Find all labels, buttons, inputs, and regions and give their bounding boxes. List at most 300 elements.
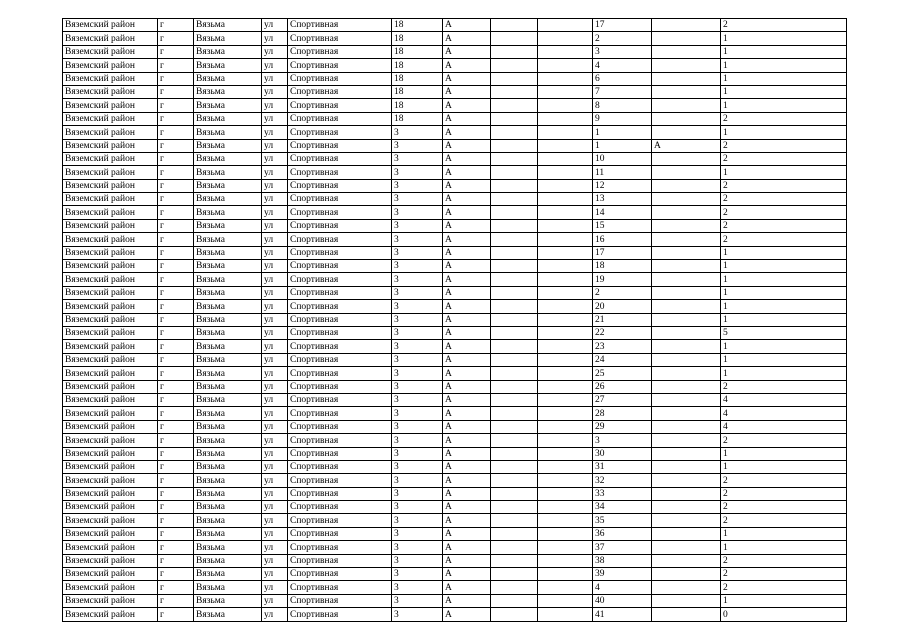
cell-street: Спортивная xyxy=(288,219,392,232)
cell-apartment-letter xyxy=(652,447,721,460)
table-row xyxy=(63,608,847,621)
cell-structure xyxy=(538,260,593,273)
cell-house: 18 xyxy=(392,19,443,32)
table-row xyxy=(63,568,847,581)
cell-apartment-letter xyxy=(652,487,721,500)
cell-count: 2 xyxy=(721,179,847,192)
cell-street-type: ул xyxy=(262,541,288,554)
cell-district: Вяземский район xyxy=(63,514,158,527)
cell-structure xyxy=(538,447,593,460)
cell-count: 2 xyxy=(721,581,847,594)
cell-locality-type: г xyxy=(158,487,194,500)
table-row xyxy=(63,501,847,514)
cell-street: Спортивная xyxy=(288,501,392,514)
cell-street: Спортивная xyxy=(288,340,392,353)
cell-apartment: 37 xyxy=(593,541,652,554)
table-row xyxy=(63,447,847,460)
cell-house: 3 xyxy=(392,126,443,139)
cell-locality-type: г xyxy=(158,126,194,139)
cell-building xyxy=(491,313,538,326)
cell-structure xyxy=(538,45,593,58)
cell-house-letter: А xyxy=(443,407,491,420)
cell-locality-type: г xyxy=(158,99,194,112)
cell-house: 18 xyxy=(392,112,443,125)
cell-district: Вяземский район xyxy=(63,474,158,487)
cell-district: Вяземский район xyxy=(63,460,158,473)
cell-street-type: ул xyxy=(262,19,288,32)
cell-house-letter: А xyxy=(443,286,491,299)
cell-structure xyxy=(538,527,593,540)
cell-apartment-letter xyxy=(652,166,721,179)
cell-locality: Вязьма xyxy=(194,527,262,540)
cell-structure xyxy=(538,126,593,139)
cell-street-type: ул xyxy=(262,380,288,393)
cell-street-type: ул xyxy=(262,474,288,487)
cell-district: Вяземский район xyxy=(63,313,158,326)
cell-house: 3 xyxy=(392,353,443,366)
cell-house-letter: А xyxy=(443,59,491,72)
cell-building xyxy=(491,527,538,540)
cell-locality-type: г xyxy=(158,420,194,433)
cell-structure xyxy=(538,99,593,112)
cell-district: Вяземский район xyxy=(63,527,158,540)
cell-house: 3 xyxy=(392,206,443,219)
cell-street: Спортивная xyxy=(288,179,392,192)
cell-building xyxy=(491,85,538,98)
cell-apartment-letter xyxy=(652,219,721,232)
cell-street-type: ул xyxy=(262,340,288,353)
cell-count: 1 xyxy=(721,166,847,179)
cell-house-letter: А xyxy=(443,126,491,139)
table-row xyxy=(63,313,847,326)
cell-house: 3 xyxy=(392,460,443,473)
cell-locality-type: г xyxy=(158,474,194,487)
cell-building xyxy=(491,367,538,380)
cell-street: Спортивная xyxy=(288,313,392,326)
cell-house: 18 xyxy=(392,72,443,85)
cell-house-letter: А xyxy=(443,367,491,380)
cell-apartment-letter xyxy=(652,460,721,473)
cell-locality-type: г xyxy=(158,286,194,299)
cell-apartment-letter xyxy=(652,233,721,246)
cell-apartment-letter xyxy=(652,514,721,527)
cell-building xyxy=(491,273,538,286)
cell-locality: Вязьма xyxy=(194,393,262,406)
cell-building xyxy=(491,300,538,313)
cell-house: 3 xyxy=(392,286,443,299)
cell-house-letter: А xyxy=(443,273,491,286)
cell-count: 2 xyxy=(721,233,847,246)
cell-locality-type: г xyxy=(158,85,194,98)
cell-street: Спортивная xyxy=(288,85,392,98)
cell-house: 3 xyxy=(392,434,443,447)
cell-count: 1 xyxy=(721,313,847,326)
cell-structure xyxy=(538,32,593,45)
cell-district: Вяземский район xyxy=(63,166,158,179)
cell-district: Вяземский район xyxy=(63,59,158,72)
cell-house: 3 xyxy=(392,487,443,500)
cell-apartment-letter xyxy=(652,474,721,487)
cell-building xyxy=(491,126,538,139)
cell-locality-type: г xyxy=(158,353,194,366)
cell-count: 2 xyxy=(721,152,847,165)
cell-house: 3 xyxy=(392,608,443,621)
cell-apartment-letter xyxy=(652,32,721,45)
cell-locality: Вязьма xyxy=(194,447,262,460)
cell-district: Вяземский район xyxy=(63,340,158,353)
cell-locality: Вязьма xyxy=(194,367,262,380)
cell-apartment-letter xyxy=(652,72,721,85)
cell-count: 2 xyxy=(721,514,847,527)
cell-structure xyxy=(538,608,593,621)
cell-locality-type: г xyxy=(158,514,194,527)
cell-street: Спортивная xyxy=(288,581,392,594)
cell-house-letter: А xyxy=(443,139,491,152)
cell-count: 1 xyxy=(721,594,847,607)
cell-locality-type: г xyxy=(158,581,194,594)
cell-locality-type: г xyxy=(158,326,194,339)
cell-locality-type: г xyxy=(158,447,194,460)
cell-apartment: 9 xyxy=(593,112,652,125)
table-row xyxy=(63,286,847,299)
cell-locality-type: г xyxy=(158,219,194,232)
cell-apartment: 1 xyxy=(593,139,652,152)
cell-building xyxy=(491,72,538,85)
table-row xyxy=(63,434,847,447)
cell-apartment: 25 xyxy=(593,367,652,380)
cell-apartment-letter xyxy=(652,126,721,139)
cell-locality-type: г xyxy=(158,152,194,165)
cell-building xyxy=(491,152,538,165)
cell-count: 1 xyxy=(721,460,847,473)
cell-apartment-letter xyxy=(652,326,721,339)
cell-apartment-letter xyxy=(652,380,721,393)
cell-street-type: ул xyxy=(262,72,288,85)
cell-apartment-letter xyxy=(652,99,721,112)
cell-count: 2 xyxy=(721,568,847,581)
cell-structure xyxy=(538,206,593,219)
table-row xyxy=(63,393,847,406)
cell-house-letter: А xyxy=(443,99,491,112)
cell-count: 1 xyxy=(721,99,847,112)
cell-count: 2 xyxy=(721,434,847,447)
cell-district: Вяземский район xyxy=(63,393,158,406)
cell-house: 18 xyxy=(392,59,443,72)
cell-structure xyxy=(538,286,593,299)
cell-house: 18 xyxy=(392,85,443,98)
cell-count: 0 xyxy=(721,608,847,621)
table-row xyxy=(63,420,847,433)
table-row xyxy=(63,19,847,32)
cell-street: Спортивная xyxy=(288,447,392,460)
cell-locality: Вязьма xyxy=(194,32,262,45)
cell-locality: Вязьма xyxy=(194,434,262,447)
cell-street-type: ул xyxy=(262,126,288,139)
cell-apartment: 3 xyxy=(593,45,652,58)
cell-apartment-letter xyxy=(652,206,721,219)
cell-apartment-letter xyxy=(652,193,721,206)
cell-house-letter: А xyxy=(443,447,491,460)
cell-house-letter: А xyxy=(443,353,491,366)
cell-apartment-letter xyxy=(652,393,721,406)
table-row xyxy=(63,112,847,125)
table-row xyxy=(63,474,847,487)
cell-building xyxy=(491,420,538,433)
cell-apartment: 41 xyxy=(593,608,652,621)
cell-count: 2 xyxy=(721,139,847,152)
table-row xyxy=(63,32,847,45)
cell-building xyxy=(491,594,538,607)
cell-structure xyxy=(538,300,593,313)
cell-apartment: 4 xyxy=(593,581,652,594)
cell-locality-type: г xyxy=(158,554,194,567)
cell-apartment: 14 xyxy=(593,206,652,219)
cell-street: Спортивная xyxy=(288,206,392,219)
cell-apartment-letter xyxy=(652,554,721,567)
cell-district: Вяземский район xyxy=(63,608,158,621)
cell-structure xyxy=(538,139,593,152)
cell-apartment: 17 xyxy=(593,246,652,259)
table-row xyxy=(63,326,847,339)
cell-building xyxy=(491,166,538,179)
cell-apartment: 1 xyxy=(593,126,652,139)
cell-count: 1 xyxy=(721,300,847,313)
table-row xyxy=(63,460,847,473)
cell-count: 2 xyxy=(721,193,847,206)
table-row xyxy=(63,219,847,232)
cell-street: Спортивная xyxy=(288,166,392,179)
cell-house: 3 xyxy=(392,447,443,460)
cell-apartment: 17 xyxy=(593,19,652,32)
cell-street: Спортивная xyxy=(288,126,392,139)
cell-locality: Вязьма xyxy=(194,85,262,98)
cell-building xyxy=(491,139,538,152)
cell-district: Вяземский район xyxy=(63,487,158,500)
cell-locality-type: г xyxy=(158,246,194,259)
cell-house-letter: А xyxy=(443,19,491,32)
cell-house: 3 xyxy=(392,152,443,165)
table-row xyxy=(63,273,847,286)
cell-locality: Вязьма xyxy=(194,152,262,165)
cell-house-letter: А xyxy=(443,32,491,45)
cell-street-type: ул xyxy=(262,112,288,125)
cell-district: Вяземский район xyxy=(63,99,158,112)
cell-structure xyxy=(538,313,593,326)
cell-street: Спортивная xyxy=(288,99,392,112)
cell-street-type: ул xyxy=(262,166,288,179)
cell-locality-type: г xyxy=(158,59,194,72)
cell-house: 3 xyxy=(392,193,443,206)
cell-locality: Вязьма xyxy=(194,554,262,567)
cell-district: Вяземский район xyxy=(63,568,158,581)
cell-street: Спортивная xyxy=(288,152,392,165)
cell-house: 18 xyxy=(392,99,443,112)
cell-locality: Вязьма xyxy=(194,193,262,206)
cell-apartment: 15 xyxy=(593,219,652,232)
cell-apartment: 29 xyxy=(593,420,652,433)
cell-count: 1 xyxy=(721,527,847,540)
cell-apartment: 2 xyxy=(593,286,652,299)
cell-apartment: 23 xyxy=(593,340,652,353)
cell-apartment: 35 xyxy=(593,514,652,527)
cell-locality-type: г xyxy=(158,19,194,32)
cell-street: Спортивная xyxy=(288,286,392,299)
cell-house: 3 xyxy=(392,300,443,313)
cell-house: 3 xyxy=(392,581,443,594)
cell-district: Вяземский район xyxy=(63,447,158,460)
cell-locality-type: г xyxy=(158,367,194,380)
cell-count: 1 xyxy=(721,367,847,380)
cell-street: Спортивная xyxy=(288,45,392,58)
cell-apartment: 8 xyxy=(593,99,652,112)
cell-street: Спортивная xyxy=(288,514,392,527)
cell-locality: Вязьма xyxy=(194,260,262,273)
cell-house-letter: А xyxy=(443,179,491,192)
cell-district: Вяземский район xyxy=(63,367,158,380)
cell-count: 1 xyxy=(721,273,847,286)
cell-street-type: ул xyxy=(262,420,288,433)
cell-street-type: ул xyxy=(262,407,288,420)
cell-structure xyxy=(538,179,593,192)
cell-locality-type: г xyxy=(158,233,194,246)
cell-street: Спортивная xyxy=(288,380,392,393)
cell-structure xyxy=(538,367,593,380)
cell-structure xyxy=(538,72,593,85)
cell-district: Вяземский район xyxy=(63,326,158,339)
cell-building xyxy=(491,434,538,447)
table-row xyxy=(63,594,847,607)
cell-street: Спортивная xyxy=(288,19,392,32)
cell-building xyxy=(491,45,538,58)
cell-apartment-letter xyxy=(652,407,721,420)
cell-locality-type: г xyxy=(158,460,194,473)
cell-locality-type: г xyxy=(158,541,194,554)
cell-house: 3 xyxy=(392,313,443,326)
cell-locality: Вязьма xyxy=(194,206,262,219)
cell-street-type: ул xyxy=(262,447,288,460)
cell-house-letter: А xyxy=(443,340,491,353)
table-row xyxy=(63,126,847,139)
table-row xyxy=(63,554,847,567)
cell-apartment-letter xyxy=(652,45,721,58)
cell-locality: Вязьма xyxy=(194,99,262,112)
cell-locality-type: г xyxy=(158,179,194,192)
cell-street: Спортивная xyxy=(288,233,392,246)
cell-house-letter: А xyxy=(443,72,491,85)
cell-building xyxy=(491,514,538,527)
cell-house-letter: А xyxy=(443,246,491,259)
cell-locality-type: г xyxy=(158,112,194,125)
cell-district: Вяземский район xyxy=(63,420,158,433)
table-row xyxy=(63,380,847,393)
cell-apartment: 40 xyxy=(593,594,652,607)
cell-house: 18 xyxy=(392,32,443,45)
cell-structure xyxy=(538,501,593,514)
cell-building xyxy=(491,340,538,353)
cell-building xyxy=(491,246,538,259)
cell-locality-type: г xyxy=(158,72,194,85)
cell-count: 4 xyxy=(721,393,847,406)
cell-district: Вяземский район xyxy=(63,126,158,139)
cell-apartment-letter xyxy=(652,568,721,581)
cell-locality: Вязьма xyxy=(194,353,262,366)
cell-building xyxy=(491,447,538,460)
cell-house-letter: А xyxy=(443,501,491,514)
cell-building xyxy=(491,59,538,72)
table-row xyxy=(63,59,847,72)
cell-locality-type: г xyxy=(158,273,194,286)
cell-district: Вяземский район xyxy=(63,45,158,58)
cell-district: Вяземский район xyxy=(63,206,158,219)
cell-house-letter: А xyxy=(443,206,491,219)
cell-apartment-letter xyxy=(652,112,721,125)
cell-locality-type: г xyxy=(158,340,194,353)
cell-locality: Вязьма xyxy=(194,139,262,152)
cell-street-type: ул xyxy=(262,45,288,58)
cell-district: Вяземский район xyxy=(63,594,158,607)
table-row xyxy=(63,99,847,112)
cell-locality: Вязьма xyxy=(194,380,262,393)
table-row xyxy=(63,152,847,165)
cell-count: 2 xyxy=(721,474,847,487)
cell-count: 2 xyxy=(721,380,847,393)
cell-apartment-letter xyxy=(652,340,721,353)
cell-apartment: 19 xyxy=(593,273,652,286)
cell-street: Спортивная xyxy=(288,487,392,500)
cell-building xyxy=(491,233,538,246)
cell-house-letter: А xyxy=(443,393,491,406)
cell-street: Спортивная xyxy=(288,193,392,206)
cell-district: Вяземский район xyxy=(63,152,158,165)
cell-structure xyxy=(538,434,593,447)
cell-house: 3 xyxy=(392,380,443,393)
cell-count: 2 xyxy=(721,501,847,514)
cell-building xyxy=(491,554,538,567)
cell-locality: Вязьма xyxy=(194,407,262,420)
cell-apartment: 12 xyxy=(593,179,652,192)
cell-structure xyxy=(538,514,593,527)
cell-street: Спортивная xyxy=(288,273,392,286)
cell-street-type: ул xyxy=(262,246,288,259)
cell-street: Спортивная xyxy=(288,353,392,366)
cell-street-type: ул xyxy=(262,487,288,500)
cell-building xyxy=(491,260,538,273)
cell-structure xyxy=(538,233,593,246)
cell-locality-type: г xyxy=(158,527,194,540)
cell-district: Вяземский район xyxy=(63,300,158,313)
cell-district: Вяземский район xyxy=(63,554,158,567)
cell-locality-type: г xyxy=(158,139,194,152)
address-table xyxy=(62,18,847,622)
cell-building xyxy=(491,380,538,393)
cell-street-type: ул xyxy=(262,434,288,447)
cell-apartment-letter xyxy=(652,353,721,366)
cell-locality: Вязьма xyxy=(194,45,262,58)
cell-district: Вяземский район xyxy=(63,112,158,125)
cell-building xyxy=(491,608,538,621)
cell-house-letter: А xyxy=(443,326,491,339)
cell-street: Спортивная xyxy=(288,59,392,72)
cell-district: Вяземский район xyxy=(63,541,158,554)
cell-street: Спортивная xyxy=(288,420,392,433)
cell-apartment: 30 xyxy=(593,447,652,460)
cell-apartment: 39 xyxy=(593,568,652,581)
cell-locality: Вязьма xyxy=(194,219,262,232)
cell-house-letter: А xyxy=(443,420,491,433)
cell-house-letter: А xyxy=(443,541,491,554)
cell-street-type: ул xyxy=(262,32,288,45)
cell-street-type: ул xyxy=(262,85,288,98)
